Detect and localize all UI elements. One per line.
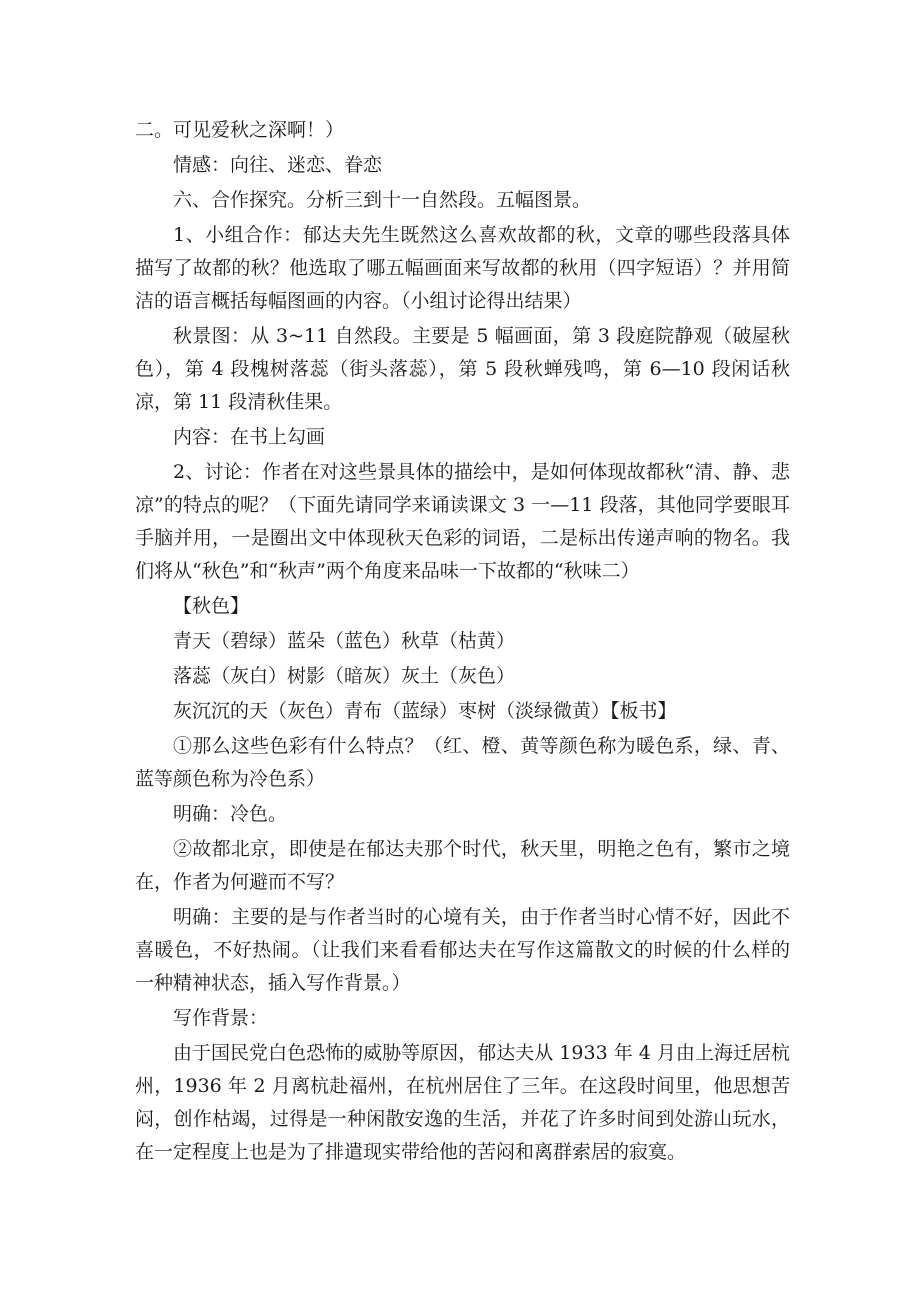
answer-two: 明确：主要的是与作者当时的心境有关，由于作者当时心情不好，因此不喜暖色，不好热闹。（让我们来看看郁达夫在写作这篇散文的时候的什么样的一种精神状态，插入写作背景。） xyxy=(135,906,790,994)
paragraph-autumn-scenes: 秋景图：从 3~11 自然段。主要是 5 幅画面，第 3 段庭院静观（破屋秋色），第 4 段槐树落蕊（街头落蕊），第 5 段秋蝉残鸣，第 6—10 段闲话秋凉，第 11 段清秋佳果。 xyxy=(135,325,790,413)
paragraph-content-note: 内容：在书上勾画 xyxy=(173,426,326,448)
paragraph-discussion: 2、讨论：作者在对这些景具体的描绘中，是如何体现故都秋“清、静、悲凉”的特点的呢？（下面先请同学来诵读课文 3 一—11 段落，其他同学要眼耳手脑并用，一是圈出文中体现秋天色彩的词语，二是标出传递声响的物名。我们将从“秋色”和“秋声”两个角度来品味一下故都的“秋味二） xyxy=(135,461,790,582)
subheading-background: 写作背景： xyxy=(173,1007,269,1029)
paragraph-continuation: 二。可见爱秋之深啊！） xyxy=(135,119,345,141)
color-list-line-2: 落蕊（灰白）树影（暗灰）灰土（灰色） xyxy=(173,665,516,687)
paragraph-group-work: 1、小组合作：郁达夫先生既然这么喜欢故都的秋，文章的哪些段落具体描写了故都的秋？他选取了哪五幅画面来写故都的秋用（四字短语）？并用简洁的语言概括每幅图画的内容。（小组讨论得出结果） xyxy=(135,224,790,312)
color-list-line-3: 灰沉沉的天（灰色）青布（蓝绿）枣树（淡绿微黄）【板书】 xyxy=(173,700,677,722)
paragraph-background: 由于国民党白色恐怖的威胁等原因，郁达夫从 1933 年 4 月由上海迁居杭州，1936 年 2 月离杭赴福州，在杭州居住了三年。在这段时间里，他思想苦闷，创作枯竭，过得是一种闲散安逸的生活，并花了许多时间到处游山玩水，在一定程度上也是为了排遣现实带给他的苦闷和离群索居的寂寞。 xyxy=(135,1042,790,1163)
paragraph-emotion: 情感：向往、迷恋、眷恋 xyxy=(173,154,383,176)
document-body xyxy=(135,114,790,1171)
section-heading-six: 六、合作探究。分析三到十一自然段。五幅图景。 xyxy=(173,189,592,211)
answer-one: 明确：冷色。 xyxy=(173,803,288,825)
question-one: ①那么这些色彩有什么特点？（红、橙、黄等颜色称为暖色系，绿、青、蓝等颜色称为冷色系） xyxy=(135,735,790,790)
color-list-line-1: 青天（碧绿）蓝朵（蓝色）秋草（枯黄） xyxy=(173,630,516,652)
question-two: ②故都北京，即使是在郁达夫那个时代，秋天里，明艳之色有，繁市之境在，作者为何避而不写？ xyxy=(135,838,790,893)
subheading-autumn-color: 【秋色】 xyxy=(173,595,250,617)
